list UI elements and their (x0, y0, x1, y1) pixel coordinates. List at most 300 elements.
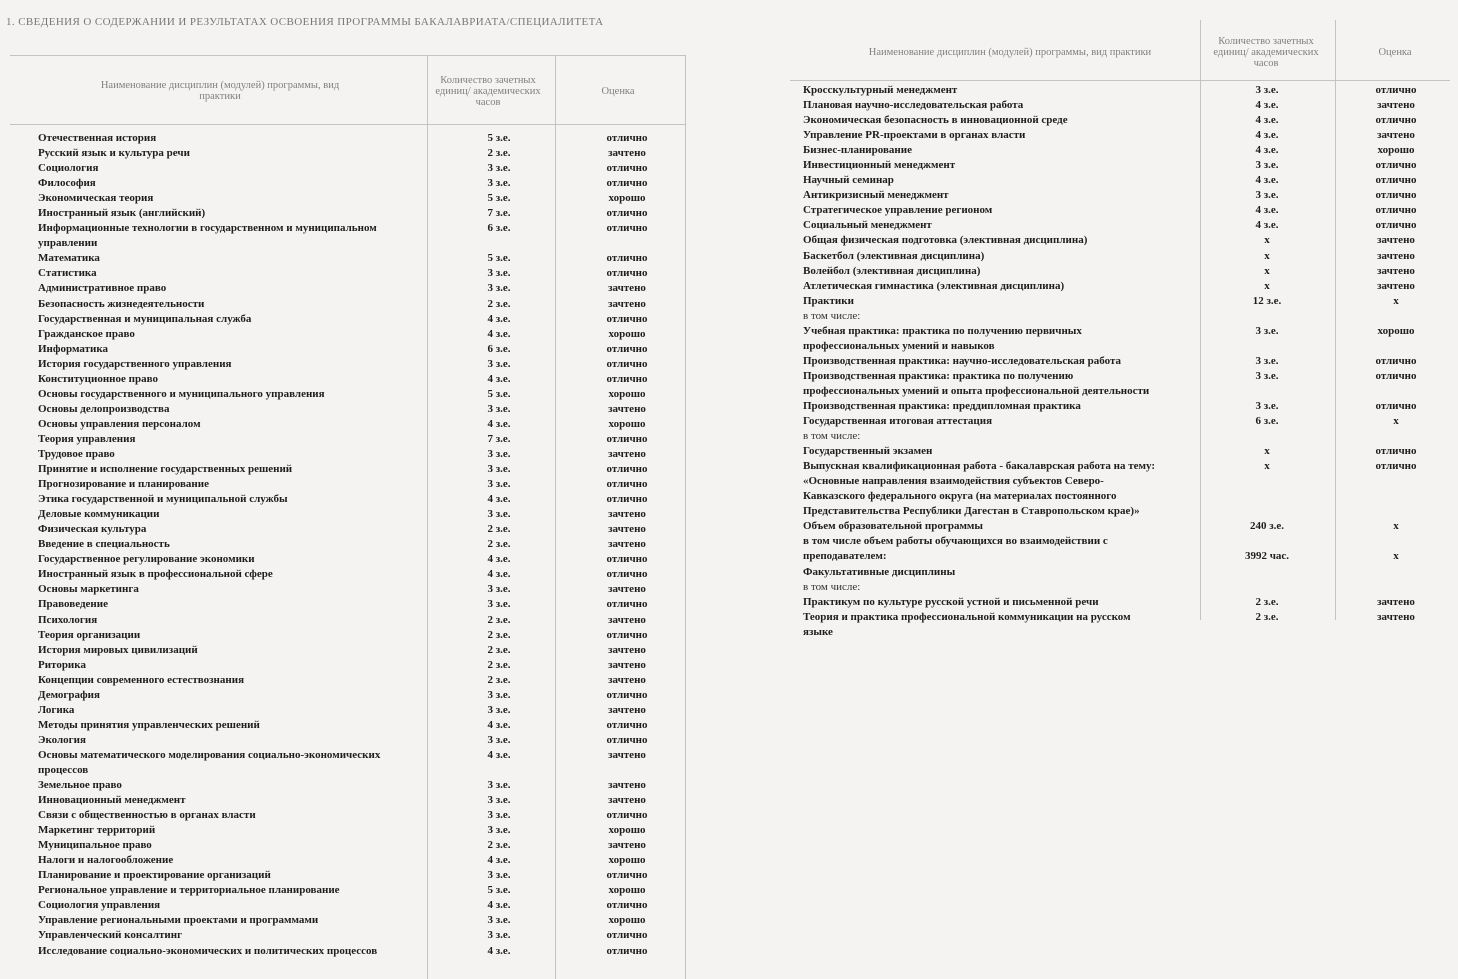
discipline-name: Методы принятия управленческих решений (38, 718, 260, 731)
discipline-name: Административное право (38, 282, 167, 295)
table-row (803, 279, 1443, 294)
grade-value: х (1393, 294, 1399, 307)
credits-value: 2 з.е. (487, 523, 511, 536)
grade-value: зачтено (1377, 234, 1415, 247)
discipline-name: Теория и практика профессиональной коммуникации на русском (803, 610, 1131, 623)
discipline-name: Бизнес-планирование (803, 144, 912, 157)
table-row (803, 203, 1443, 218)
table-row (38, 913, 678, 928)
grade-value: отлично (606, 463, 648, 476)
credits-value: 7 з.е. (487, 207, 511, 220)
credits-value: 3 з.е. (487, 357, 511, 370)
table-row (803, 143, 1443, 158)
grade-value: отлично (606, 177, 648, 190)
credits-value: х (1264, 460, 1270, 473)
discipline-name: Муниципальное право (38, 839, 152, 852)
credits-value: 3 з.е. (1255, 369, 1279, 382)
table-row (38, 492, 678, 507)
grade-value: зачтено (608, 538, 646, 551)
credits-value: 4 з.е. (487, 944, 511, 957)
grade-value: зачтено (608, 748, 646, 761)
credits-value: 4 з.е. (1255, 144, 1279, 157)
discipline-name: Производственная практика: практика по получению (803, 369, 1074, 382)
table-row (38, 793, 678, 808)
credits-value: 4 з.е. (487, 312, 511, 325)
table-row (38, 281, 678, 296)
left-table-header (10, 56, 685, 124)
discipline-name: Основы делопроизводства (38, 402, 170, 415)
table-row (38, 462, 678, 477)
table-row (38, 372, 678, 387)
credits-value: 4 з.е. (487, 553, 511, 566)
grade-value: х (1393, 550, 1399, 563)
table-row (38, 944, 678, 959)
discipline-name: Практикум по культуре русской устной и письменной речи (803, 595, 1099, 608)
table-row (38, 176, 678, 191)
right-header-name: Наименование дисциплин (модулей) программы, вид практики (868, 46, 1152, 58)
credits-value: 4 з.е. (487, 417, 511, 430)
grade-value: зачтено (608, 643, 646, 656)
table-row (803, 534, 1443, 549)
discipline-name: Баскетбол (элективная дисциплина) (803, 249, 985, 262)
credits-value: 2 з.е. (487, 297, 511, 310)
table-row (803, 504, 1443, 519)
grade-value: зачтено (608, 779, 646, 792)
discipline-name: Иностранный язык в профессиональной сфере (38, 568, 273, 581)
table-row (803, 188, 1443, 203)
table-row (38, 297, 678, 312)
credits-value: 3 з.е. (487, 447, 511, 460)
table-row (38, 778, 678, 793)
table-row (38, 628, 678, 643)
discipline-name: Объем образовательной программы (803, 520, 984, 533)
credits-value: 3 з.е. (1255, 354, 1279, 367)
grade-value: отлично (606, 899, 648, 912)
discipline-name: Основы математического моделирования социально-экономических (38, 748, 381, 761)
credits-value: 3 з.е. (487, 463, 511, 476)
credits-value: 2 з.е. (487, 839, 511, 852)
discipline-name: Представительства Республики Дагестан в Ставропольском крае)» (803, 505, 1140, 518)
grade-value: отлично (606, 869, 648, 882)
table-row (38, 507, 678, 522)
discipline-name: Управление региональными проектами и программами (38, 914, 319, 927)
credits-value: 4 з.е. (487, 493, 511, 506)
left-header-name: Наименование дисциплин (модулей) программы, вид практики (100, 80, 340, 102)
credits-value: 4 з.е. (487, 854, 511, 867)
table-row (803, 565, 1443, 580)
grade-value: зачтено (608, 508, 646, 521)
table-row (38, 763, 678, 778)
table-row (803, 324, 1443, 339)
discipline-name: Основы маркетинга (38, 583, 139, 596)
grade-value: хорошо (608, 327, 646, 340)
grade-value: отлично (606, 372, 648, 385)
discipline-name: Иностранный язык (английский) (38, 207, 206, 220)
credits-value: 2 з.е. (487, 673, 511, 686)
grade-value: отлично (1375, 354, 1417, 367)
grade-value: отлично (606, 432, 648, 445)
credits-value: 5 з.е. (487, 132, 511, 144)
discipline-name: Принятие и исполнение государственных решений (38, 463, 293, 476)
discipline-name: Правоведение (38, 598, 108, 611)
table-row (803, 489, 1443, 504)
discipline-name: Плановая научно-исследовательская работа (803, 99, 1024, 112)
grade-value: отлично (1375, 460, 1417, 473)
table-row (803, 625, 1443, 640)
credits-value: 4 з.е. (1255, 219, 1279, 232)
table-row (803, 549, 1443, 564)
credits-value: 3 з.е. (487, 478, 511, 491)
grade-value: отлично (1375, 114, 1417, 127)
table-row (803, 173, 1443, 188)
discipline-name: в том числе: (803, 430, 861, 443)
credits-value: х (1264, 445, 1270, 458)
discipline-name: Налоги и налогообложение (38, 854, 174, 867)
grade-value: хорошо (608, 884, 646, 897)
grade-value: хорошо (608, 854, 646, 867)
discipline-name: Волейбол (элективная дисциплина) (803, 264, 981, 277)
grade-value: зачтено (608, 402, 646, 415)
table-row (38, 718, 678, 733)
grade-value: зачтено (1377, 264, 1415, 277)
discipline-name: Кросскультурный менеджмент (803, 84, 958, 96)
table-row (38, 522, 678, 537)
grade-value: отлично (606, 733, 648, 746)
credits-value: 2 з.е. (487, 613, 511, 626)
table-row (803, 249, 1443, 264)
discipline-name: Математика (38, 252, 100, 265)
credits-value: х (1264, 264, 1270, 277)
discipline-name: Основы управления персоналом (38, 417, 201, 430)
table-row (38, 823, 678, 838)
table-row (803, 98, 1443, 113)
discipline-name: Государственный экзамен (803, 445, 933, 458)
credits-value: х (1264, 234, 1270, 247)
grade-value: отлично (606, 207, 648, 220)
left-divider-3 (685, 55, 686, 979)
discipline-name: Безопасность жизнедеятельности (38, 297, 205, 310)
discipline-name: Управление PR-проектами в органах власти (803, 129, 1026, 142)
discipline-name: Физическая культура (38, 523, 147, 536)
grade-value: хорошо (608, 387, 646, 400)
grade-value: хорошо (608, 192, 646, 205)
table-row (38, 206, 678, 221)
discipline-name: Земельное право (38, 779, 122, 792)
discipline-name: Теория организации (38, 628, 141, 641)
discipline-name: Государственная итоговая аттестация (803, 415, 993, 428)
right-table-body (803, 83, 1443, 640)
credits-value: 3 з.е. (487, 779, 511, 792)
table-row (38, 342, 678, 357)
discipline-name: Риторика (38, 658, 86, 671)
table-row (38, 643, 678, 658)
credits-value: 2 з.е. (1255, 595, 1279, 608)
grade-value: хорошо (1377, 324, 1415, 337)
table-row (38, 883, 678, 898)
table-row (803, 519, 1443, 534)
credits-value: 5 з.е. (487, 884, 511, 897)
credits-value: 2 з.е. (487, 538, 511, 551)
table-row (38, 251, 678, 266)
credits-value: х (1264, 279, 1270, 292)
table-row (803, 610, 1443, 625)
credits-value: 3 з.е. (1255, 189, 1279, 202)
discipline-name: Теория управления (38, 432, 136, 445)
table-row (803, 580, 1443, 595)
discipline-name: Трудовое право (38, 447, 115, 460)
grade-value: отлично (1375, 84, 1417, 96)
table-row (803, 595, 1443, 610)
discipline-name: Государственное регулирование экономики (38, 553, 255, 566)
table-row (38, 357, 678, 372)
credits-value: 4 з.е. (487, 327, 511, 340)
grade-value: хорошо (608, 914, 646, 927)
discipline-name: Управленческий консалтинг (38, 929, 183, 942)
grade-value: зачтено (1377, 129, 1415, 142)
grade-value: отлично (1375, 445, 1417, 458)
credits-value: 4 з.е. (1255, 99, 1279, 112)
discipline-name: языке (803, 625, 833, 638)
grade-value: хорошо (1377, 144, 1415, 157)
credits-value: 2 з.е. (487, 658, 511, 671)
discipline-name: «Основные направления взаимодействия субъектов Северо- (803, 475, 1104, 488)
discipline-name: Логика (38, 703, 75, 716)
grade-value: х (1393, 415, 1399, 428)
discipline-name: в том числе: (803, 309, 861, 322)
grade-value: отлично (606, 628, 648, 641)
discipline-name: Учебная практика: практика по получению первичных (803, 324, 1082, 337)
discipline-name: Концепции современного естествознания (38, 673, 245, 686)
grade-value: зачтено (1377, 610, 1415, 623)
discipline-name: Гражданское право (38, 327, 135, 340)
discipline-name: Связи с общественностью в органах власти (38, 809, 256, 822)
grade-value: зачтено (608, 583, 646, 596)
discipline-name: в том числе: (803, 580, 861, 593)
discipline-name: Планирование и проектирование организаций (38, 869, 271, 882)
discipline-name: Русский язык и культура речи (38, 147, 190, 160)
grade-value: отлично (606, 553, 648, 566)
grade-value: отлично (606, 944, 648, 957)
grade-value: отлично (606, 267, 648, 280)
credits-value: 4 з.е. (1255, 129, 1279, 142)
credits-value: 3 з.е. (487, 267, 511, 280)
credits-value: 240 з.е. (1249, 520, 1285, 533)
credits-value: 3 з.е. (487, 598, 511, 611)
grade-value: отлично (606, 568, 648, 581)
discipline-name: Прогнозирование и планирование (38, 478, 209, 491)
discipline-name: Деловые коммуникации (38, 508, 160, 521)
discipline-name: Демография (38, 688, 100, 701)
discipline-name: Психология (38, 613, 98, 626)
table-row (38, 733, 678, 748)
table-row (803, 459, 1443, 474)
discipline-name: Этика государственной и муниципальной службы (38, 493, 288, 506)
discipline-name: История государственного управления (38, 357, 232, 370)
credits-value: 3 з.е. (487, 282, 511, 295)
right-header-grade: Оценка (1378, 46, 1412, 58)
table-row (38, 808, 678, 823)
discipline-name: Атлетическая гимнастика (элективная дисциплина) (803, 279, 1065, 292)
grade-value: отлично (606, 222, 648, 235)
discipline-name: Инвестиционный менеджмент (803, 159, 956, 172)
discipline-name: Социальный менеджмент (803, 219, 932, 232)
grade-value: отлично (606, 162, 648, 175)
table-row (803, 309, 1443, 324)
credits-value: 3 з.е. (1255, 84, 1279, 96)
table-row (38, 928, 678, 943)
credits-value: 3 з.е. (1255, 159, 1279, 172)
discipline-name: Статистика (38, 267, 97, 280)
grade-value: зачтено (608, 794, 646, 807)
grade-value: зачтено (608, 658, 646, 671)
discipline-name: Исследование социально-экономических и политических процессов (38, 944, 378, 957)
grade-value: отлично (606, 252, 648, 265)
discipline-name: Кавказского федерального округа (на материалах постоянного (803, 490, 1117, 503)
discipline-name: в том числе объем работы обучающихся во взаимодействии с (803, 535, 1108, 548)
credits-value: 3 з.е. (487, 688, 511, 701)
discipline-name: Информационные технологии в государственном и муниципальном (38, 222, 377, 235)
discipline-name: Производственная практика: научно-исследовательская работа (803, 354, 1121, 367)
credits-value: 3 з.е. (487, 177, 511, 190)
credits-value: 2 з.е. (487, 147, 511, 160)
credits-value: 3 з.е. (1255, 324, 1279, 337)
discipline-name: Инновационный менеджмент (38, 794, 186, 807)
credits-value: 3 з.е. (487, 914, 511, 927)
discipline-name: Стратегическое управление регионом (803, 204, 993, 217)
credits-value: 3 з.е. (487, 929, 511, 942)
grade-value: зачтено (608, 839, 646, 852)
table-row (38, 161, 678, 176)
credits-value: 5 з.е. (487, 252, 511, 265)
credits-value: 7 з.е. (487, 432, 511, 445)
table-row (38, 868, 678, 883)
discipline-name: Введение в специальность (38, 538, 170, 551)
table-row (803, 354, 1443, 369)
grade-value: зачтено (1377, 279, 1415, 292)
discipline-name: Основы государственного и муниципального управления (38, 387, 325, 400)
grade-value: отлично (606, 688, 648, 701)
grade-value: отлично (1375, 174, 1417, 187)
table-row (38, 537, 678, 552)
table-row (38, 853, 678, 868)
grade-value: зачтено (608, 523, 646, 536)
grade-value: отлично (606, 357, 648, 370)
table-row (803, 339, 1443, 354)
table-row (38, 131, 678, 146)
discipline-name: Экология (38, 733, 86, 746)
credits-value: 2 з.е. (1255, 610, 1279, 623)
table-row (38, 221, 678, 236)
table-row (38, 417, 678, 432)
table-row (38, 748, 678, 763)
table-row (803, 264, 1443, 279)
discipline-name: Философия (38, 177, 96, 190)
left-header-top-rule (10, 55, 685, 56)
credits-value: х (1264, 249, 1270, 262)
grade-value: отлично (1375, 369, 1417, 382)
credits-value: 6 з.е. (487, 222, 511, 235)
discipline-name: преподавателем: (803, 550, 887, 563)
credits-value: 6 з.е. (1255, 415, 1279, 428)
table-row (803, 444, 1443, 459)
table-row (803, 369, 1443, 384)
grade-value: отлично (606, 809, 648, 822)
table-row (38, 673, 678, 688)
table-row (38, 688, 678, 703)
table-row (38, 387, 678, 402)
table-row (38, 658, 678, 673)
right-header-credits: Количество зачетных единиц/ академических часов (1213, 35, 1319, 69)
discipline-name: Маркетинг территорий (38, 824, 156, 837)
credits-value: 4 з.е. (1255, 174, 1279, 187)
grade-value: зачтено (608, 282, 646, 295)
grade-value: хорошо (608, 417, 646, 430)
table-row (803, 233, 1443, 248)
grade-value: отлично (606, 312, 648, 325)
right-table-header (790, 24, 1450, 80)
discipline-name: Государственная и муниципальная служба (38, 312, 252, 325)
discipline-name: Выпускная квалификационная работа - бакалаврская работа на тему: (803, 460, 1156, 473)
table-row (803, 414, 1443, 429)
credits-value: 4 з.е. (1255, 114, 1279, 127)
discipline-name: Социология управления (38, 899, 161, 912)
table-row (38, 432, 678, 447)
table-row (803, 218, 1443, 233)
credits-value: 2 з.е. (487, 628, 511, 641)
grade-value: зачтено (608, 297, 646, 310)
discipline-name: Производственная практика: преддипломная практика (803, 399, 1081, 412)
table-row (803, 384, 1443, 399)
credits-value: 4 з.е. (487, 568, 511, 581)
table-row (803, 429, 1443, 444)
credits-value: 2 з.е. (487, 643, 511, 656)
credits-value: 4 з.е. (487, 748, 511, 761)
table-row (38, 838, 678, 853)
discipline-name: Информатика (38, 342, 109, 355)
table-row (38, 236, 678, 251)
credits-value: 3 з.е. (487, 794, 511, 807)
table-row (803, 128, 1443, 143)
credits-value: 3 з.е. (487, 583, 511, 596)
grade-value: отлично (1375, 219, 1417, 232)
credits-value: 3 з.е. (487, 402, 511, 415)
table-row (38, 552, 678, 567)
left-table-body (38, 131, 678, 959)
grade-value: отлично (1375, 189, 1417, 202)
grade-value: зачтено (608, 147, 646, 160)
credits-value: 5 з.е. (487, 192, 511, 205)
discipline-name: Общая физическая подготовка (элективная дисциплина) (803, 234, 1088, 247)
discipline-name: профессиональных умений и опыта профессиональной деятельности (803, 384, 1150, 397)
credits-value: 3 з.е. (487, 809, 511, 822)
table-row (38, 191, 678, 206)
table-row (803, 113, 1443, 128)
table-row (38, 597, 678, 612)
grade-value: зачтено (1377, 595, 1415, 608)
credits-value: 3992 час. (1244, 550, 1290, 563)
table-row (38, 447, 678, 462)
credits-value: 4 з.е. (487, 899, 511, 912)
discipline-name: История мировых цивилизаций (38, 643, 198, 656)
credits-value: 4 з.е. (1255, 204, 1279, 217)
table-row (803, 158, 1443, 173)
table-row (38, 703, 678, 718)
grade-value: отлично (1375, 204, 1417, 217)
table-row (803, 399, 1443, 414)
table-row (38, 567, 678, 582)
grade-value: зачтено (608, 673, 646, 686)
discipline-name: Отечественная история (38, 132, 157, 144)
